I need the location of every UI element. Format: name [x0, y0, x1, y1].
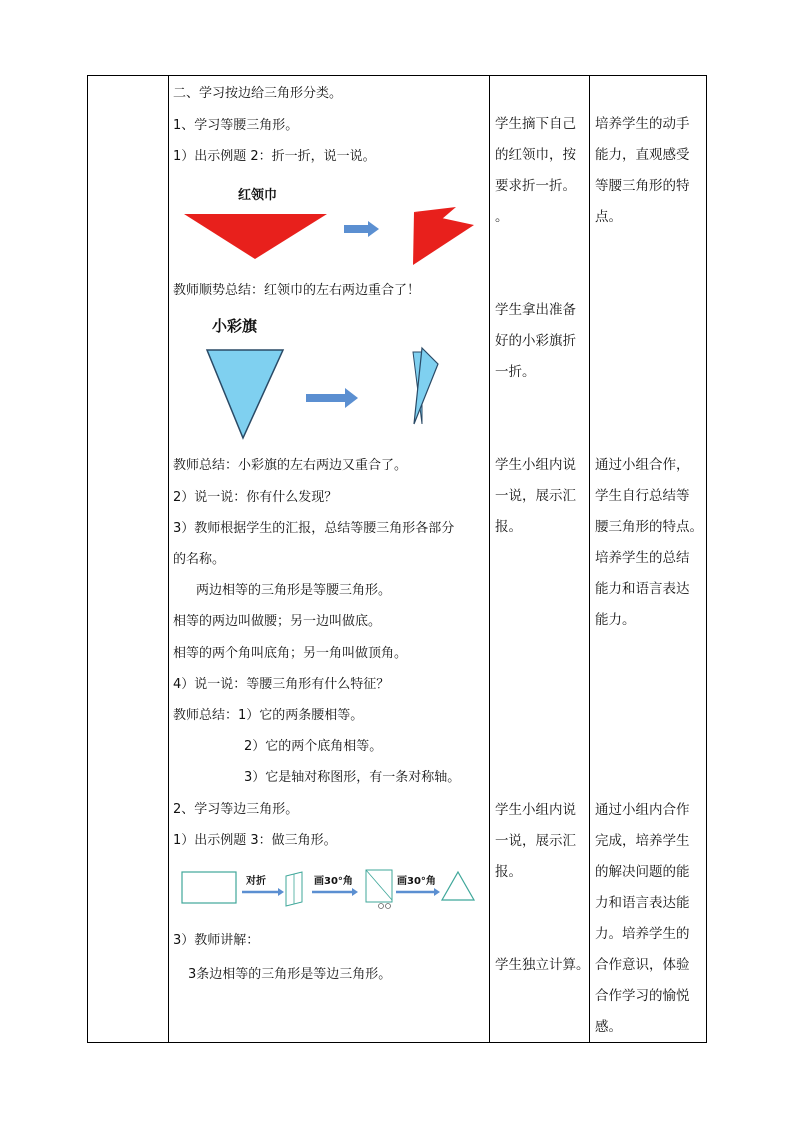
feature-2: 2）它的两个底角相等。 [244, 739, 383, 754]
arrow-head-icon [352, 888, 358, 896]
scissors-icon [379, 904, 384, 909]
arrow-icon [306, 388, 358, 408]
summary-line-b: 的名称。 [173, 552, 226, 567]
say-discovery: 2）说一说：你有什么发现？ [173, 490, 338, 505]
design-intent-3: 通过小组内合作 完成，培养学生 的解决问题的能 力和语言表达能 力。培养学生的 合作意识，体验 合作学习的愉悦 感。 [595, 802, 690, 1035]
arrow-head-icon [434, 888, 440, 896]
summary-line-a: 3）教师根据学生的汇报，总结等腰三角形各部分 [173, 521, 455, 536]
column-divider-3 [589, 76, 590, 1042]
feature-1: 教师总结：1）它的两条腰相等。 [173, 708, 364, 723]
section-heading: 二、学习按边给三角形分类。 [173, 86, 343, 101]
flag-fold-illustration [200, 312, 460, 444]
draw-30-label-b: 画30°角 [397, 876, 436, 887]
design-intent-2: 通过小组合作， 学生自行总结等 腰三角形的特点。 培养学生的总结 能力和语言表达 能力。 [595, 457, 703, 628]
flag-label: 小彩旗 [212, 317, 258, 335]
student-activity-4: 学生小组内说 一说，展示汇 报。 [495, 802, 576, 880]
column-divider-1 [168, 76, 169, 1042]
teacher-explain: 3）教师讲解： [173, 933, 260, 948]
design-intent-1: 培养学生的动手 能力，直观感受 等腰三角形的特 点。 [595, 116, 690, 225]
fold-label: 对折 [246, 876, 266, 887]
teacher-flag-summary: 教师总结：小彩旗的左右两边又重合了。 [173, 458, 408, 473]
equilateral-making-figure [180, 868, 480, 912]
student-activity-3: 学生小组内说 一说，展示汇 报。 [495, 457, 576, 535]
flag-triangle [207, 350, 283, 438]
column-divider-2 [489, 76, 490, 1042]
item-isosceles-title: 1、学习等腰三角形。 [173, 118, 299, 133]
feature-3: 3）它是轴对称图形，有一条对称轴。 [244, 770, 461, 785]
folded-scarf [413, 212, 474, 265]
equilateral-definition: 3条边相等的三角形是等边三角形。 [188, 967, 392, 982]
small-flag-figure [200, 312, 460, 444]
scarf-triangle [184, 214, 327, 259]
draw-30-label-a: 画30°角 [314, 876, 353, 887]
arrow-head-icon [278, 888, 284, 896]
legs-definition: 相等的两边叫做腰；另一边叫做底。 [173, 614, 382, 629]
say-features: 4）说一说：等腰三角形有什么特征？ [173, 677, 390, 692]
example-3-line: 1）出示例题 3：做三角形。 [173, 833, 337, 848]
teacher-scarf-summary: 教师顺势总结：红领巾的左右两边重合了！ [173, 283, 421, 298]
angles-definition: 相等的两个角叫底角；另一角叫做顶角。 [173, 646, 408, 661]
scissors-icon [386, 904, 391, 909]
make-triangle-steps [180, 868, 480, 912]
equilateral-triangle [442, 872, 474, 900]
item-equilateral-title: 2、学习等边三角形。 [173, 802, 299, 817]
student-activity-5: 学生独立计算。 [495, 957, 590, 973]
scarf-fold-illustration [180, 185, 480, 265]
example-2-line: 1）出示例题 2：折一折，说一说。 [173, 149, 376, 164]
student-activity-2: 学生拿出准备 好的小彩旗折 一折。 [495, 302, 576, 380]
paper-rectangle [182, 872, 236, 903]
scarf-label: 红领巾 [238, 188, 278, 203]
isosceles-definition: 两边相等的三角形是等腰三角形。 [196, 583, 392, 598]
red-scarf-figure [180, 185, 480, 265]
arrow-icon [344, 221, 379, 237]
student-activity-1: 学生摘下自己 的红领巾，按 要求折一折。 。 [495, 116, 576, 225]
